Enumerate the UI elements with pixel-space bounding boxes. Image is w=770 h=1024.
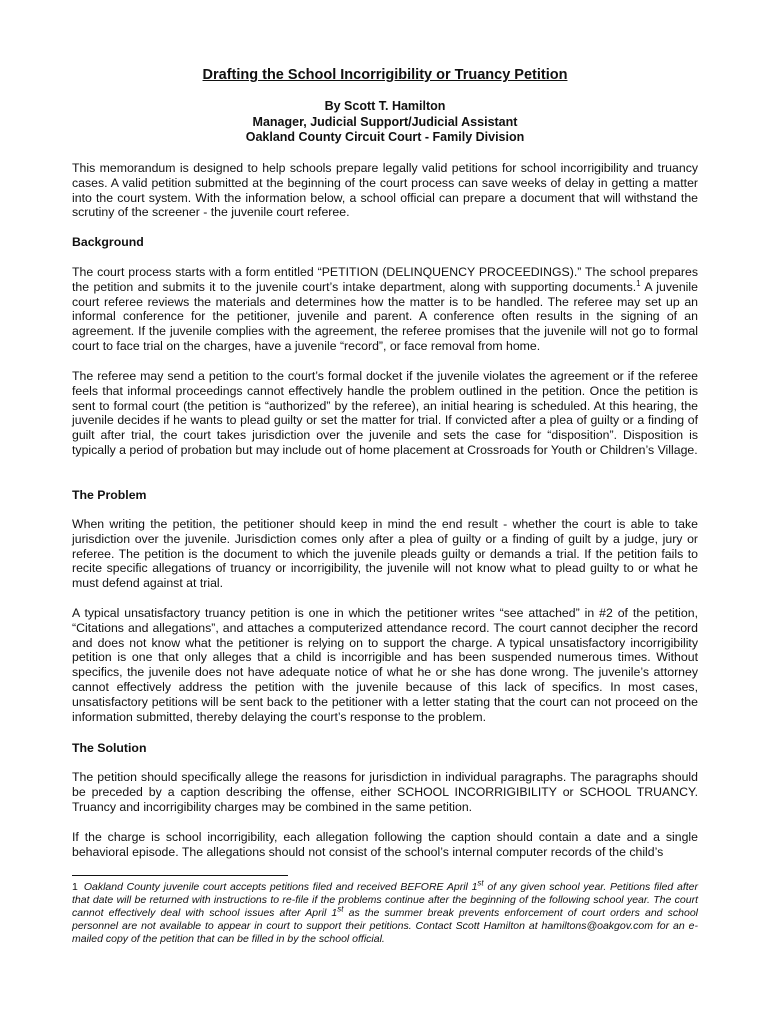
background-paragraph-1 (72, 265, 698, 354)
footnote-reference: 1 (636, 278, 641, 288)
solution-paragraph-2 (72, 830, 698, 860)
intro-text: This memorandum is designed to help schools prepare legally valid petitions for school incorrigibility and truancy cases. A valid petition submitted at the beginning of the court process can save weeks of delay in getting a matter into the court system. With the information below, a school official can prepare a document that will withstand the scrutiny of the screener - the juvenile court referee. (72, 161, 698, 220)
solution-text-1: The petition should specifically allege the reasons for jurisdiction in individual paragraphs. The paragraphs should be preceded by a caption describing the offense, either SCHOOL INCORRIGIBILITY or SCHOOL TRUANCY. Truancy and incorrigibility charges may be combined in the same petition. (72, 770, 698, 814)
footnote: 1 Oakland County juvenile court accepts petitions filed and received BEFORE April 1st of any given school year. Petitions filed after that date will be returned with instructions to re-file if the problems continue after the beginning of the following school year. The court cannot effectively deal with school issues after April 1st as the summer break prevents enforcement of court orders and school personnel are not available to appear in court to support their petitions. Contact Scott Hamilton at hamiltons@oakgov.com for an e-mailed copy of the petition that can be filled in by the school official. (72, 878, 698, 945)
background-text-1: The court process starts with a form entitled “PETITION (DELINQUENCY PROCEEDINGS).” The school prepares the petition and submits it to the juvenile court’s intake department, along with supporting documents.$^1$ A juvenile court referee reviews the materials and determines how the matter is to be handled. The referee may set up an informal conference for the petitioner, juvenile and parent. A conference often results in the signing of an agreement. If the juvenile complies with the agreement, the referee promises that the juvenile will not go to formal court to face trial on the charges, have a juvenile “record”, or face removal from home. (72, 265, 698, 353)
background-text-2: The referee may send a petition to the court’s formal docket if the juvenile violates the agreement or if the referee feels that informal proceedings cannot effectively handle the problem outlined in the petition. Once the petition is sent to formal court (the petition is “authorized” by the referee), an initial hearing is scheduled. At this hearing, the juvenile decides if he wants to plead guilty or set the matter for trial. If convicted after a plea of guilty or a finding of guilt after trial, the court takes jurisdiction over the juvenile and sets the case for “disposition”. Disposition is typically a period of probation but may include out of home placement at Crossroads for Youth or Children’s Village. (72, 369, 698, 457)
problem-paragraph-2 (72, 606, 698, 724)
background-heading: Background (72, 235, 144, 249)
problem-text-2: A typical unsatisfactory truancy petition is one in which the petitioner writes “see attached” in #2 of the petition, “Citations and allegations”, and attaches a computerized attendance record. The court cannot decipher the record and does not know what the petitioner is relying on to support the charge. A typical unsatisfactory incorrigibility petition is one that only alleges that a child is incorrigible and has been suspended numerous times. Without specifics, the juvenile does not have adequate notice of what he or she has done wrong. The juvenile’s attorney cannot effectively address the petition with the juvenile because of this lack of specifics. In most cases, unsatisfactory petitions will be sent back to the petitioner with a letter stating that the court can not proceed on the information submitted, thereby delaying the court’s response to the problem. (72, 606, 698, 724)
document-title: Drafting the School Incorrigibility or Truancy Petition (202, 67, 568, 83)
solution-paragraph-1 (72, 770, 698, 814)
solution-text-2: If the charge is school incorrigibility, each allegation following the caption should contain a date and a single behavioral episode. The allegations should not consist of the school’s internal computer records of the child’s (72, 830, 698, 859)
problem-paragraph-1 (72, 517, 698, 591)
position-line: Manager, Judicial Support/Judicial Assistant (252, 114, 518, 129)
problem-heading: The Problem (72, 488, 147, 502)
author-line: By Scott T. Hamilton (324, 99, 446, 113)
problem-text-1: When writing the petition, the petitioner should keep in mind the end result - whether the court is able to take jurisdiction over the juvenile. Jurisdiction comes only after a plea of guilty or a finding of guilt by a judge, jury or referee. The petition is the document to which the juvenile pleads guilty or demands a trial. If the petition fails to recite specific allegations of truancy or incorrigibility, the juvenile will not know what to plead guilty to or what he must defend against at trial. (72, 517, 698, 591)
office-line: Oakland County Circuit Court - Family Division (245, 130, 525, 144)
intro-paragraph (72, 161, 698, 220)
background-paragraph-2 (72, 369, 698, 458)
byline (0, 99, 770, 146)
footnote-number: 1 (72, 881, 78, 893)
footnote-divider (72, 875, 288, 876)
solution-heading: The Solution (72, 741, 147, 755)
